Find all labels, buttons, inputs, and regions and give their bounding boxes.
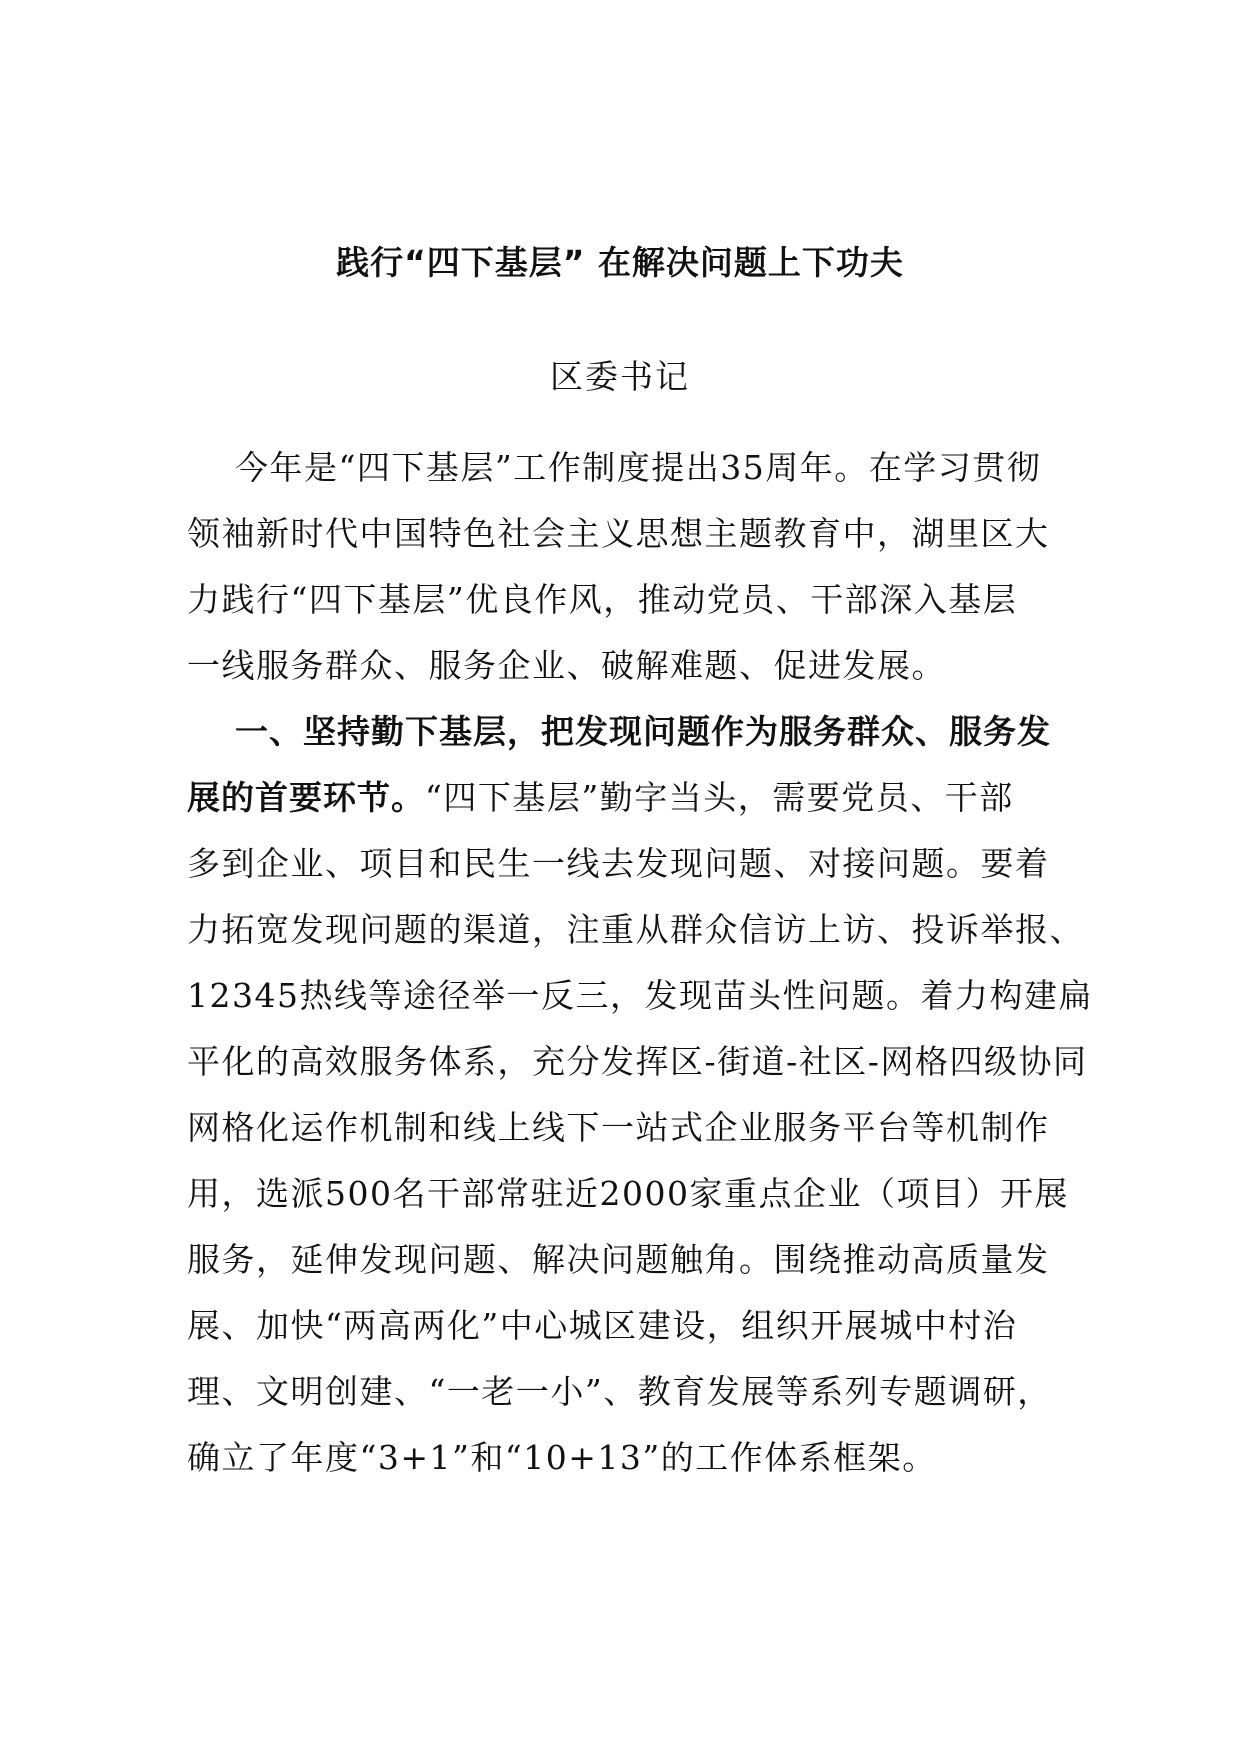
- body-line: 多到企业、项目和民生一线去发现问题、对接问题。要着: [187, 844, 1050, 883]
- section-heading-end: 展的首要环节。: [187, 778, 425, 817]
- body-line: 展、加快“两高两化”中心城区建设，组织开展城中村治: [187, 1306, 1018, 1345]
- body-line: 理、文明创建、“一老一小”、教育发展等系列专题调研，: [187, 1372, 1052, 1411]
- body-line: 确立了年度“3+1”和“10+13”的工作体系框架。: [187, 1438, 937, 1477]
- body-line: 一线服务群众、服务企业、破解难题、促进发展。: [187, 646, 946, 685]
- body-line: 今年是“四下基层”工作制度提出35周年。在学习贯彻: [235, 448, 1042, 487]
- body-line: 平化的高效服务体系，充分发挥区-街道-社区-网格四级协同: [187, 1042, 1088, 1081]
- section-heading-continuation: [187, 773, 1067, 839]
- body-line: 服务，延伸发现问题、解决问题触角。围绕推动高质量发: [187, 1240, 1050, 1279]
- body-line: 领袖新时代中国特色社会主义思想主题教育中，湖里区大: [187, 514, 1050, 553]
- body-line: 12345热线等途径举一反三，发现苗头性问题。着力构建扁: [187, 976, 1093, 1015]
- body-line: 力践行“四下基层”优良作风，推动党员、干部深入基层: [187, 580, 1018, 619]
- document-author: 区委书记: [550, 357, 690, 396]
- document-title: 践行“四下基层” 在解决问题上下功夫: [336, 243, 904, 282]
- body-line: 网格化运作机制和线上线下一站式企业服务平台等机制作: [187, 1108, 1050, 1147]
- body-text: “四下基层”勤字当头，需要党员、干部: [425, 778, 1014, 817]
- document-body: [187, 443, 1093, 1499]
- section-heading: 一、坚持勤下基层，把发现问题作为服务群众、服务发: [235, 712, 1051, 751]
- body-line: 力拓宽发现问题的渠道，注重从群众信访上访、投诉举报、: [187, 910, 1084, 949]
- body-line: 用，选派500名干部常驻近2000家重点企业（项目）开展: [187, 1174, 1069, 1213]
